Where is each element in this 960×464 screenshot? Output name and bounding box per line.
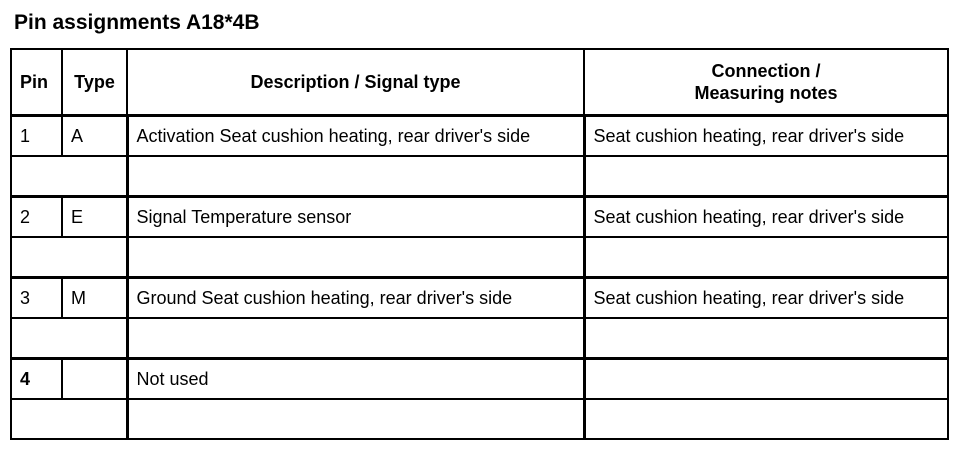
table-row-pin-3 bbox=[11, 278, 948, 319]
header-row bbox=[11, 49, 948, 116]
description-cell: Signal Temperature sensor bbox=[127, 197, 584, 238]
spacer-cell-pin-type bbox=[11, 156, 127, 197]
type-cell: M bbox=[62, 278, 127, 319]
type-cell: A bbox=[62, 116, 127, 157]
connection-cell bbox=[584, 359, 948, 400]
connection-cell: Seat cushion heating, rear driver's side bbox=[584, 278, 948, 319]
header-connection-line1: Connection / bbox=[711, 61, 821, 81]
table-row-pin-4 bbox=[11, 359, 948, 400]
spacer-cell-connection bbox=[584, 237, 948, 278]
description-cell: Not used bbox=[127, 359, 584, 400]
table-row-pin-2 bbox=[11, 197, 948, 238]
description-cell: Activation Seat cushion heating, rear driver's side bbox=[127, 116, 584, 157]
spacer-cell-description bbox=[127, 237, 584, 278]
connection-cell: Seat cushion heating, rear driver's side bbox=[584, 116, 948, 157]
pin-cell: 1 bbox=[11, 116, 62, 157]
pin-cell: 3 bbox=[11, 278, 62, 319]
type-cell: E bbox=[62, 197, 127, 238]
spacer-cell-description bbox=[127, 318, 584, 359]
pin-assignments-table bbox=[10, 48, 949, 440]
header-connection bbox=[584, 49, 948, 116]
header-connection-line2: Measuring notes bbox=[694, 83, 838, 103]
page-title: Pin assignments A18*4B bbox=[14, 11, 260, 34]
pin-cell: 4 bbox=[11, 359, 62, 400]
description-cell: Ground Seat cushion heating, rear driver's side bbox=[127, 278, 584, 319]
spacer-cell-description bbox=[127, 399, 584, 439]
spacer-cell-pin-type bbox=[11, 318, 127, 359]
spacer-cell-pin-type bbox=[11, 399, 127, 439]
header-description: Description / Signal type bbox=[127, 49, 584, 116]
type-cell bbox=[62, 359, 127, 400]
spacer-row bbox=[11, 399, 948, 439]
spacer-cell-connection bbox=[584, 318, 948, 359]
table-row-pin-1 bbox=[11, 116, 948, 157]
spacer-row bbox=[11, 237, 948, 278]
spacer-cell-description bbox=[127, 156, 584, 197]
spacer-cell-pin-type bbox=[11, 237, 127, 278]
spacer-row bbox=[11, 156, 948, 197]
spacer-cell-connection bbox=[584, 156, 948, 197]
spacer-cell-connection bbox=[584, 399, 948, 439]
header-pin: Pin bbox=[11, 49, 62, 116]
spacer-row bbox=[11, 318, 948, 359]
header-type: Type bbox=[62, 49, 127, 116]
pin-cell: 2 bbox=[11, 197, 62, 238]
connection-cell: Seat cushion heating, rear driver's side bbox=[584, 197, 948, 238]
